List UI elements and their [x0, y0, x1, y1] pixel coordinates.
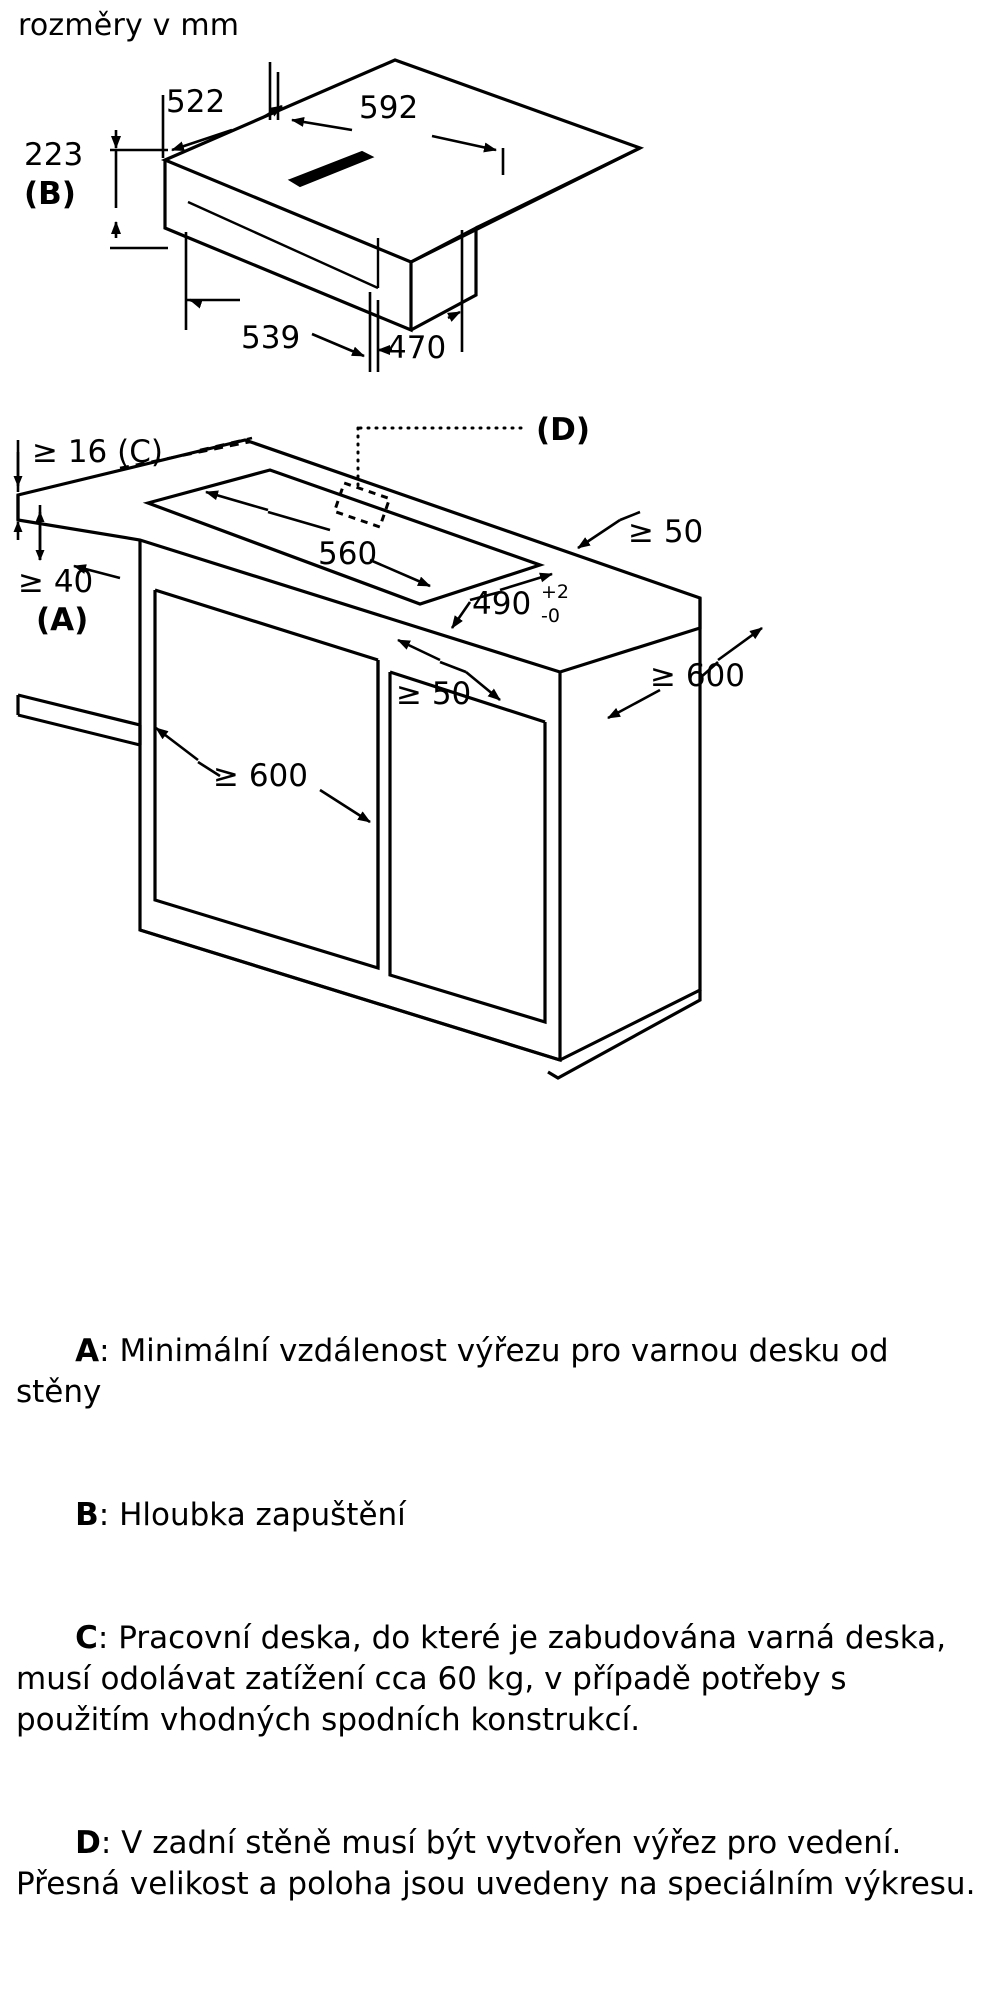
legend-text-a: Minimální vzdálenost výřezu pro varnou desku od stěny [16, 1333, 899, 1410]
dimension-223 [110, 130, 168, 248]
dimension-label-539: 539 [241, 320, 301, 356]
legend-key-b: B [75, 1497, 99, 1533]
legend-sep-d: : [100, 1825, 122, 1861]
dimension-label-223: 223 [24, 137, 84, 173]
legend-text-b: Hloubka zapuštění [119, 1497, 406, 1533]
legend-sep-c: : [97, 1620, 119, 1656]
dimension-label-560: 560 [318, 536, 378, 572]
dimension-label-40: ≥ 40 [18, 564, 94, 600]
dimension-label-50-right: ≥ 50 [628, 514, 704, 550]
dimension-label-470: 470 [387, 330, 447, 366]
dimension-label-592: 592 [359, 90, 419, 126]
dimension-label-522: 522 [166, 84, 226, 120]
dimension-label-D: (D) [536, 412, 591, 448]
legend-sep-a: : [99, 1333, 120, 1369]
legend-item-d [16, 1782, 976, 1946]
dimension-label-600-width: ≥ 600 [213, 758, 308, 794]
legend-text-c: Pracovní deska, do které je zabudována varná deska, musí odolávat zatížení cca 60 kg, v případě potřeby s použitím vhodných spodních konstrukcí. [16, 1620, 956, 1738]
legend-item-c [16, 1577, 976, 1782]
page-title: rozměry v mm [18, 8, 240, 43]
legend-text-d: V zadní stěně musí být vytvořen výřez pro vedení. Přesná velikost a poloha jsou uvedeny na speciálním výkresu. [16, 1825, 976, 1902]
legend-item-b [16, 1454, 976, 1577]
dimension-label-490: 490 [472, 586, 532, 622]
legend-key-c: C [75, 1620, 98, 1656]
dimension-label-50-front: ≥ 50 [396, 676, 472, 712]
dimension-label-600-depth: ≥ 600 [650, 658, 745, 694]
legend-item-a [16, 1290, 976, 1454]
dimension-label-A: (A) [36, 602, 89, 638]
dimension-label-490-tol-minus: -0 [541, 605, 560, 627]
legend [16, 1290, 976, 1946]
legend-key-d: D [75, 1825, 101, 1861]
callout-D [334, 428, 528, 527]
legend-sep-b: : [98, 1497, 120, 1533]
dimension-label-B: (B) [24, 176, 76, 212]
dimension-label-490-tol-plus: +2 [541, 581, 570, 603]
legend-key-a: A [75, 1333, 100, 1369]
dimension-label-16C: ≥ 16 (C) [32, 434, 163, 470]
